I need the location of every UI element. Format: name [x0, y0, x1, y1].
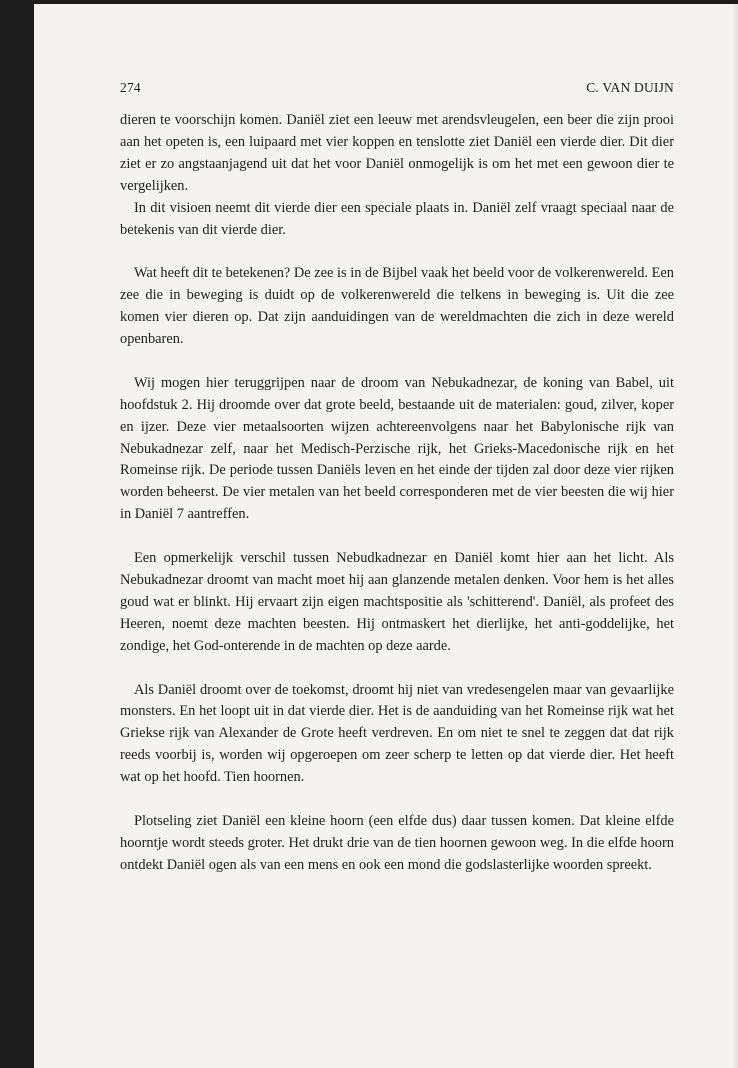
paragraph: Als Daniël droomt over de toekomst, droomt hij niet van vredesengelen maar van gevaarlijke monsters. En het loopt uit in dat vierde dier. Het is de aanduiding van het Romeinse rijk wat het Griekse rijk van Alexander de Grote heeft verdreven. En om niet te snel te zeggen dat dat rijk reeds voorbij is, worden wij opgeroepen om zeer scherp te letten op dat vierde dier. Het heeft wat op het hoofd. Tien hoornen. [120, 681, 674, 786]
paragraph: In dit visioen neemt dit vierde dier een speciale plaats in. Daniël zelf vraagt speciaal naar de betekenis van dit vierde dier. [120, 199, 674, 238]
book-page [34, 4, 738, 1068]
running-head-author: C. VAN DUIJN [586, 80, 674, 95]
paragraph: Wij mogen hier teruggrijpen naar de droom van Nebukadnezar, de koning van Babel, uit hoofdstuk 2. Hij droomde over dat grote beeld, bestaande uit de materialen: goud, zilver, koper en ijzer. Deze vier metaalsoorten wijzen achtereenvolgens naar het Babylonische rijk van Nebukadnezar zelf, naar het Medisch-Perzische rijk, het Grieks-Macedonische rijk en het Romeinse rijk. De periode tussen Daniëls leven en het einde der tijden zal door deze vier rijken worden beheerst. De vier metalen van het beeld corresponderen met de vier beesten die wij hier in Daniël 7 aantreffen. [120, 374, 674, 523]
paragraph: Wat heeft dit te betekenen? De zee is in de Bijbel vaak het beeld voor de volkerenwereld. Een zee die in beweging is duidt op de volkerenwereld die telkens in beweging is. Uit die zee komen vier dieren op. Dat zijn aanduidingen van de wereldmachten die zich in deze wereld openbaren. [120, 265, 674, 348]
paragraph: dieren te voorschijn komen. Daniël ziet een leeuw met arendsvleugelen, een beer die zijn prooi aan het opeten is, een luipaard met vier koppen en tenslotte ziet Daniël een vierde dier. Dit dier ziet er zo angstaanjagend uit dat het voor Daniël onmogelijk is om het met een gewoon dier te vergelijken. [120, 112, 674, 194]
page-number: 274 [120, 80, 141, 95]
paragraph: Plotseling ziet Daniël een kleine hoorn (een elfde dus) daar tussen komen. Dat kleine elfde hoorntje wordt steeds groter. Het drukt drie van de tien hoornen gewoon weg. In die elfde hoorn ontdekt Daniël ogen als van een mens en ook een mond die godslasterlijke woorden spreekt. [120, 812, 674, 873]
paragraph: Een opmerkelijk verschil tussen Nebudkadnezar en Daniël komt hier aan het licht. Als Nebukadnezar droomt van macht moet hij aan glanzende metalen denken. Voor hem is het alles goud wat er blinkt. Hij ervaart zijn eigen machtspositie als 'schitterend'. Daniël, als profeet des Heeren, noemt deze machten beesten. Hij ontmaskert het dierlijke, het anti-goddelijke, het zondige, het God-onterende in de machten op deze aarde. [120, 550, 674, 654]
page-edge-shadow [732, 4, 738, 1068]
body-text [120, 110, 674, 899]
